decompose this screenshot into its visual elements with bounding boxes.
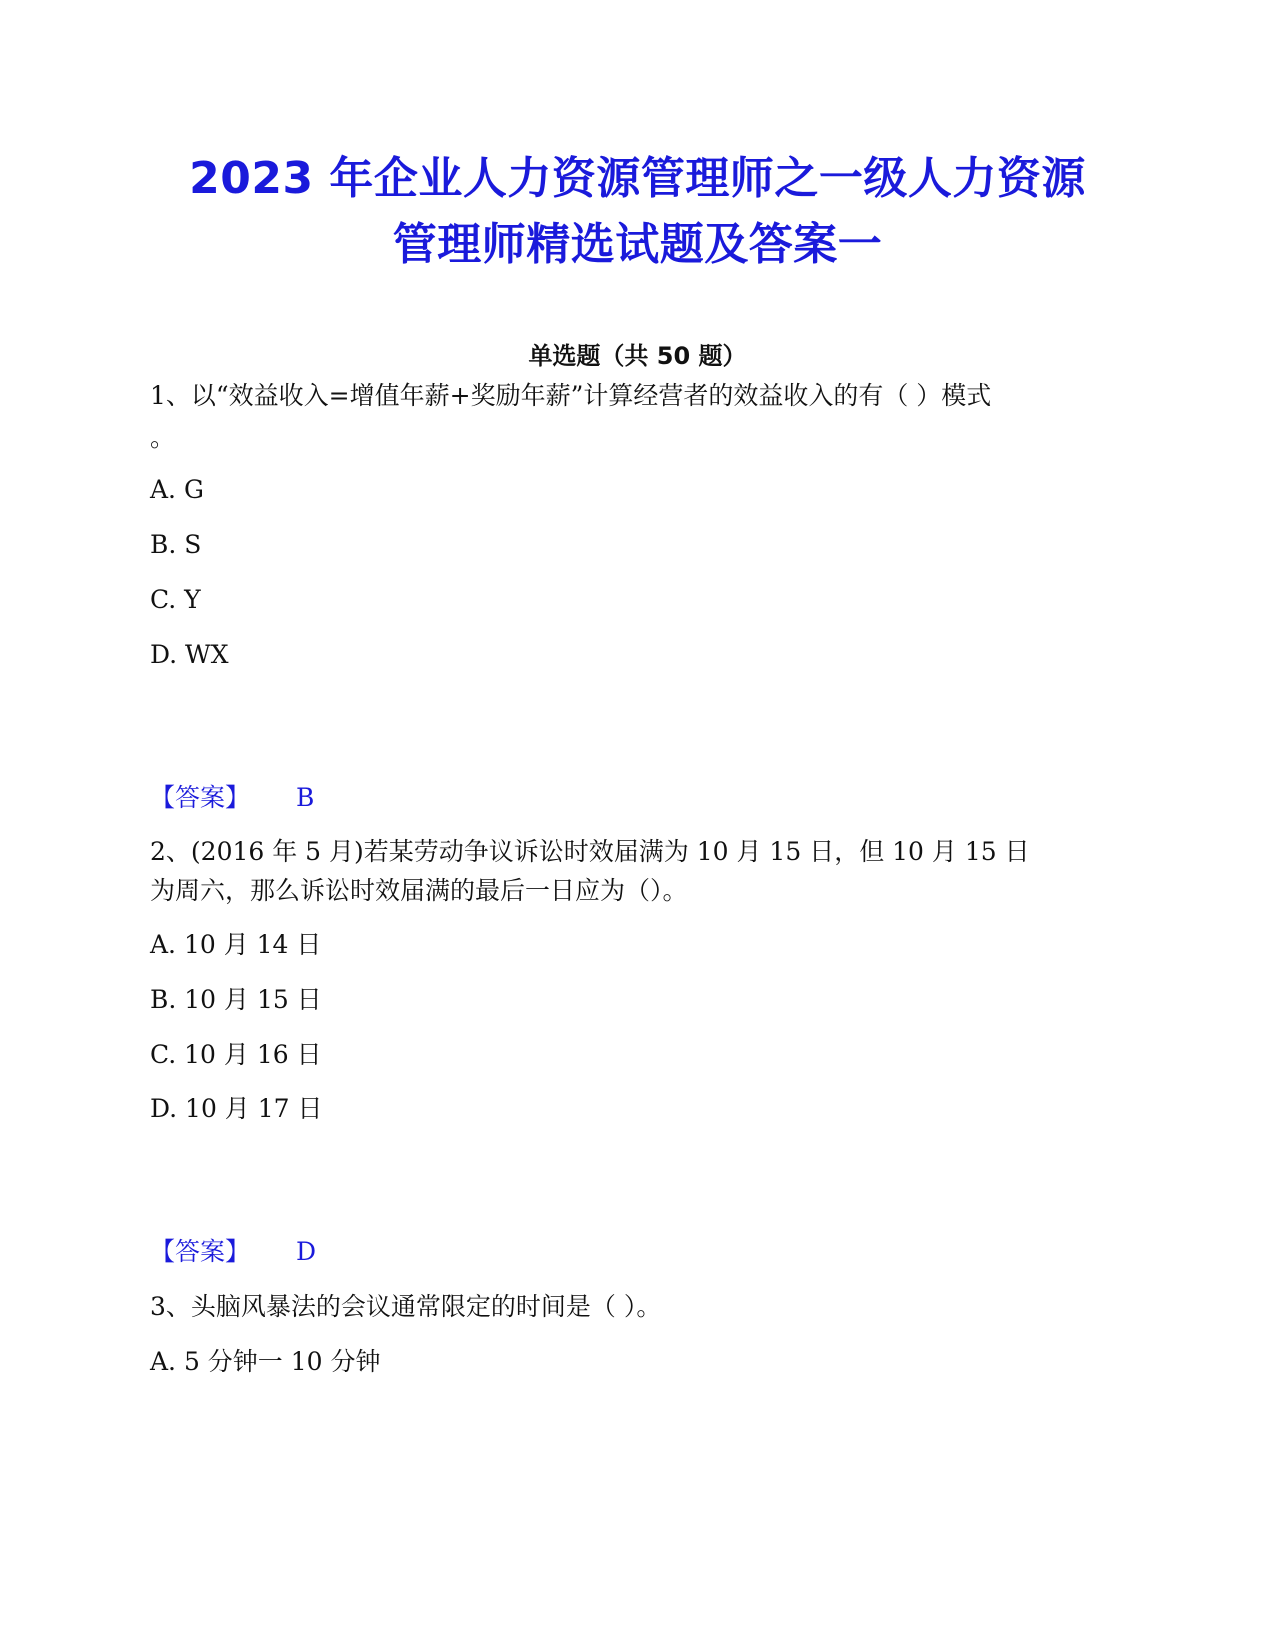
question-1-option-a: A. G bbox=[150, 475, 204, 504]
answer-value: D bbox=[296, 1237, 317, 1266]
section-heading: 单选题（共 50 题） bbox=[528, 342, 747, 370]
question-2-stem-line-2: 为周六，那么诉讼时效届满的最后一日应为（）。 bbox=[150, 876, 688, 905]
question-2-option-c: C. 10 月 16 日 bbox=[150, 1040, 322, 1069]
question-1-stem-line-2: 。 bbox=[150, 423, 176, 452]
document-title bbox=[130, 146, 1145, 278]
answer-label: 【答案】 bbox=[150, 783, 251, 812]
question-3-option-a: A. 5 分钟一 10 分钟 bbox=[150, 1347, 381, 1376]
question-2-option-b: B. 10 月 15 日 bbox=[150, 985, 322, 1014]
question-2-answer bbox=[150, 1232, 316, 1272]
title-line-2: 管理师精选试题及答案一 bbox=[392, 219, 883, 270]
question-1-answer bbox=[150, 778, 314, 818]
question-1-option-c: C. Y bbox=[150, 585, 201, 614]
question-1-option-d: D. WX bbox=[150, 640, 229, 669]
answer-value: B bbox=[296, 783, 315, 812]
question-1-option-b: B. S bbox=[150, 530, 202, 559]
answer-label: 【答案】 bbox=[150, 1237, 251, 1266]
question-2-option-d: D. 10 月 17 日 bbox=[150, 1094, 323, 1123]
question-2-stem-line-1: 2、(2016 年 5 月)若某劳动争议诉讼时效届满为 10 月 15 日，但 10 月 15 日 bbox=[150, 837, 1030, 866]
question-1-stem-line-1: 1、以“效益收入=增值年薪+奖励年薪”计算经营者的效益收入的有（ ）模式 bbox=[150, 381, 992, 410]
title-line-1: 2023 年企业人力资源管理师之一级人力资源 bbox=[189, 153, 1086, 204]
question-3-stem-line-1: 3、头脑风暴法的会议通常限定的时间是（ ）。 bbox=[150, 1292, 662, 1321]
question-2-option-a: A. 10 月 14 日 bbox=[150, 930, 322, 959]
